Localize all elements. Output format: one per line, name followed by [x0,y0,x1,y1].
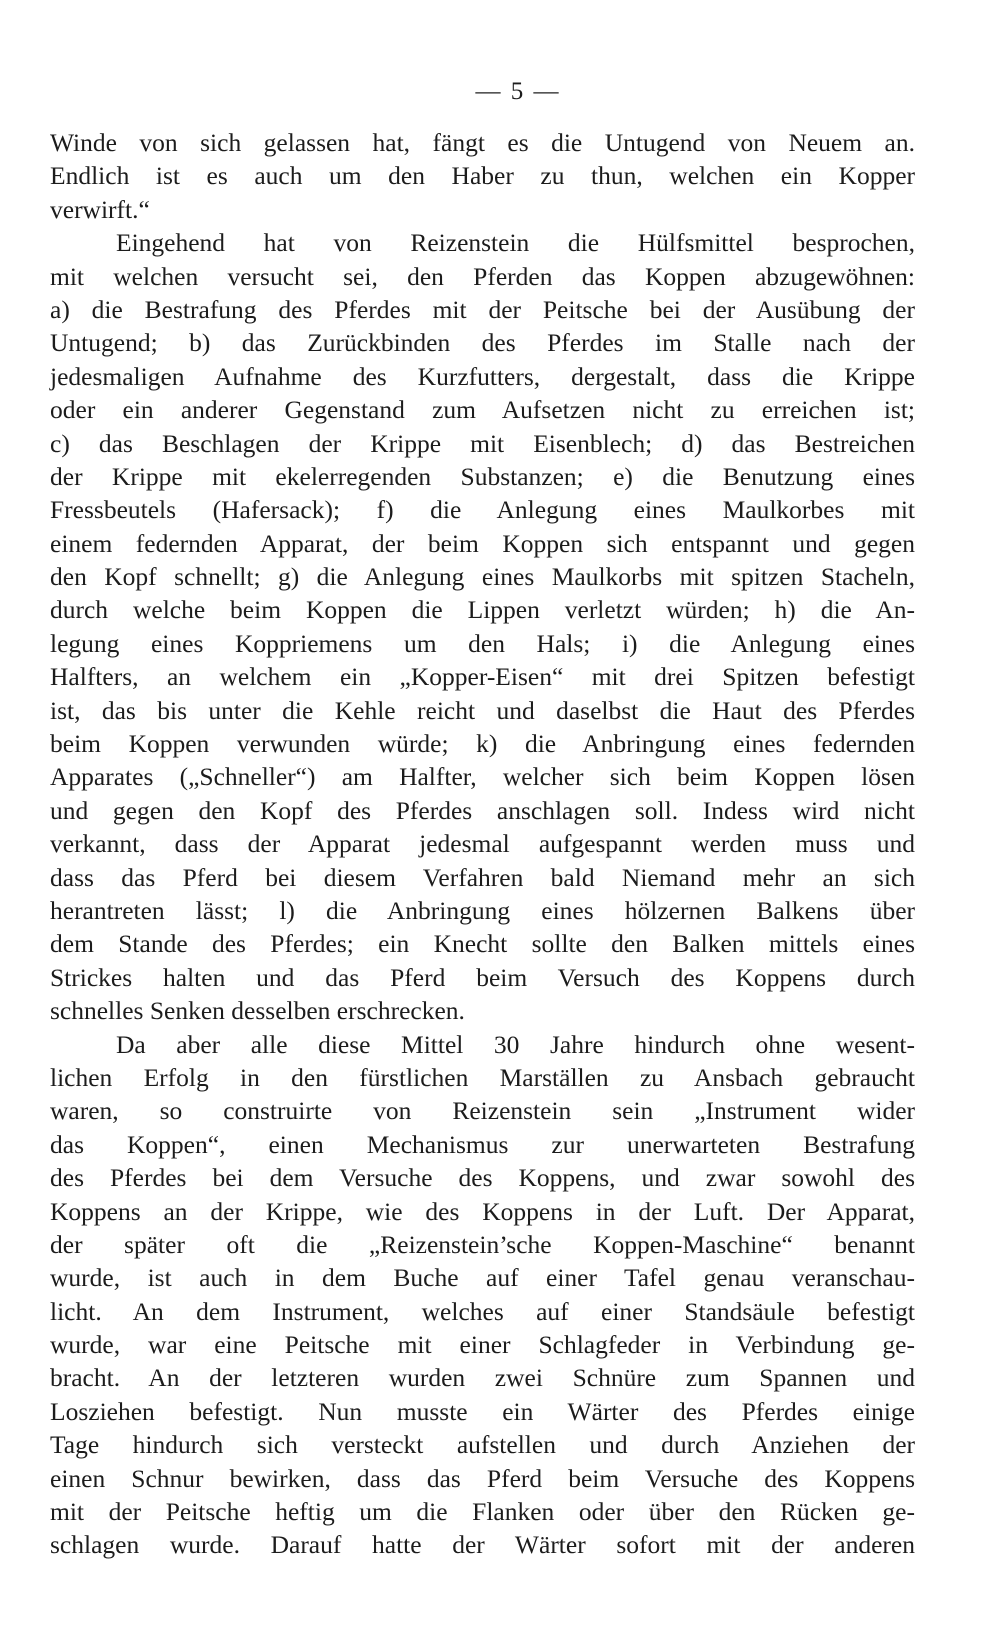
text-line: der Krippe mit ekelerregenden Substanzen; e) die Benutzung eines [50,461,915,491]
text-line: a) die Bestrafung des Pferdes mit der Peitsche bei der Ausübung der [50,294,915,324]
text-line: licht. An dem Instrument, welches auf einer Standsäule befestigt [50,1296,915,1326]
text-line: schlagen wurde. Darauf hatte der Wärter sofort mit der anderen [50,1530,915,1560]
text-line: dass das Pferd bei diesem Verfahren bald Niemand mehr an sich [50,862,915,892]
text-line: Losziehen befestigt. Nun musste ein Wärter des Pferdes einige [50,1396,915,1426]
text-line: den Kopf schnellt; g) die Anlegung eines Maulkorbs mit spitzen Stacheln, [50,562,915,592]
text-line: Apparates („Schneller“) am Halfter, welcher sich beim Koppen lösen [50,762,915,792]
page-number: — 5 — [475,78,561,105]
text-line: wurde, war eine Peitsche mit einer Schlagfeder in Verbindung ge- [50,1330,915,1360]
text-line: herantreten lässt; l) die Anbringung eines hölzernen Balkens über [50,895,915,925]
text-line: durch welche beim Koppen die Lippen verletzt würden; h) die An- [50,595,915,625]
text-line: Winde von sich gelassen hat, fängt es die Untugend von Neuem an. [50,128,915,157]
text-line: Da aber alle diese Mittel 30 Jahre hindurch ohne wesent- [116,1029,915,1059]
text-line: dem Stande des Pferdes; ein Knecht sollte den Balken mittels eines [50,929,915,959]
text-line: jedesmaligen Aufnahme des Kurzfutters, dergestalt, dass die Krippe [50,361,915,391]
text-line: verwirft.“ [50,194,150,224]
text-line: Eingehend hat von Reizenstein die Hülfsmittel besprochen, [116,228,915,258]
text-line: Tage hindurch sich versteckt aufstellen und durch Anziehen der [50,1430,915,1460]
text-line: mit der Peitsche heftig um die Flanken oder über den Rücken ge- [50,1497,915,1527]
text-line: bracht. An der letzteren wurden zwei Schnüre zum Spannen und [50,1363,915,1393]
text-line: verkannt, dass der Apparat jedesmal aufgespannt werden muss und [50,829,915,859]
body-text [50,126,915,1562]
text-line: der später oft die „Reizenstein’sche Koppen-Maschine“ benannt [50,1229,915,1259]
text-line: wurde, ist auch in dem Buche auf einer Tafel genau veranschau- [50,1263,915,1293]
text-line: Untugend; b) das Zurückbinden des Pferdes im Stalle nach der [50,328,915,358]
text-line: Strickes halten und das Pferd beim Versuch des Koppens durch [50,962,915,992]
text-line: Koppens an der Krippe, wie des Koppens in der Luft. Der Apparat, [50,1196,915,1226]
text-line: mit welchen versucht sei, den Pferden das Koppen abzugewöhnen: [50,261,915,291]
text-line: das Koppen“, einen Mechanismus zur unerwarteten Bestrafung [50,1129,915,1159]
text-line: einen Schnur bewirken, dass das Pferd beim Versuche des Koppens [50,1463,915,1493]
text-line: legung eines Koppriemens um den Hals; i) die Anlegung eines [50,628,915,658]
text-line: Halfters, an welchem ein „Kopper-Eisen“ mit drei Spitzen befestigt [50,662,915,692]
text-line: beim Koppen verwunden würde; k) die Anbringung eines federnden [50,729,915,759]
text-line: lichen Erfolg in den fürstlichen Marställen zu Ansbach gebraucht [50,1062,915,1092]
text-line: ist, das bis unter die Kehle reicht und daselbst die Haut des Pferdes [50,695,915,725]
text-line: waren, so construirte von Reizenstein sein „Instrument wider [50,1096,915,1126]
text-line: Endlich ist es auch um den Haber zu thun, welchen ein Kopper [50,161,915,191]
text-line: oder ein anderer Gegenstand zum Aufsetzen nicht zu erreichen ist; [50,395,915,425]
text-line: des Pferdes bei dem Versuche des Koppens, und zwar sowohl des [50,1163,915,1193]
text-line: schnelles Senken desselben erschrecken. [50,996,465,1026]
text-line: einem federnden Apparat, der beim Koppen sich entspannt und gegen [50,528,915,558]
text-line: Fressbeutels (Hafersack); f) die Anlegung eines Maulkorbes mit [50,495,915,525]
text-line: c) das Beschlagen der Krippe mit Eisenblech; d) das Bestreichen [50,428,915,458]
text-line: und gegen den Kopf des Pferdes anschlagen soll. Indess wird nicht [50,795,915,825]
